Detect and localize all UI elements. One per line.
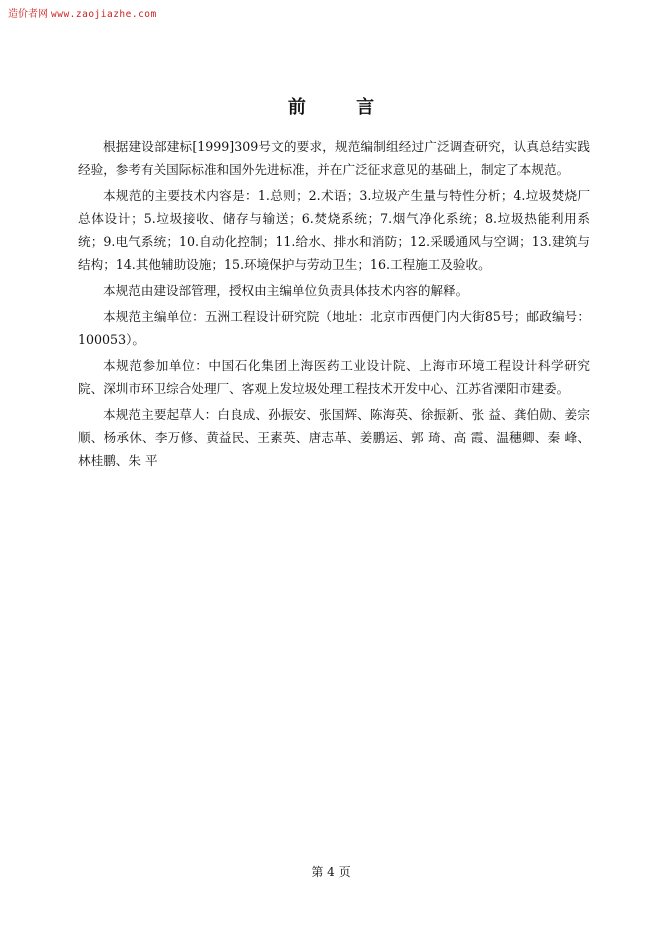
watermark-url[interactable]: www.zaojiazhe.com — [51, 9, 157, 20]
page-number: 第 4 页 — [311, 865, 351, 879]
paragraph-chief-editor: 本规范主编单位：五洲工程设计研究院（地址：北京市西便门内大街85号；邮政编号：100053）。 — [78, 309, 590, 347]
watermark-header — [8, 5, 157, 20]
page-title: 前 言 — [287, 97, 397, 118]
paragraph-basis: 根据建设部建标[1999]309号文的要求，规范编制组经过广泛调查研究，认真总结实践经验，参考有关国际标准和国外先进标准，并在广泛征求意见的基础上，制定了本规范。 — [78, 139, 590, 177]
paragraph-drafters: 本规范主要起草人：白良成、孙振安、张国辉、陈海英、徐振新、张 益、龚伯勋、姜宗顺、杨承休、李万修、黄益民、王素英、唐志革、姜鹏运、郭 琦、高 霞、温穗卿、秦 峰、林桂鹏、朱 平 — [78, 407, 590, 468]
body-text — [78, 135, 590, 475]
paragraph-contents: 本规范的主要技术内容是：1.总则；2.术语；3.垃圾产生量与特性分析；4.垃圾焚烧厂总体设计；5.垃圾接收、储存与输送；6.焚烧系统；7.烟气净化系统；8.垃圾热能利用系统；9.电气系统；10.自动化控制；11.给水、排水和消防；12.采暖通风与空调；13.建筑与结构；14.其他辅助设施；15.环境保护与劳动卫生；16.工程施工及验收。 — [78, 188, 590, 272]
paragraph-management: 本规范由建设部管理，授权由主编单位负责具体技术内容的解释。 — [103, 283, 469, 298]
paragraph-participants: 本规范参加单位：中国石化集团上海医药工业设计院、上海市环境工程设计科学研究院、深圳市环卫综合处理厂、客观上发垃圾处理工程技术开发中心、江苏省溧阳市建委。 — [78, 358, 590, 396]
watermark-site-name: 造价者网 — [8, 9, 48, 20]
